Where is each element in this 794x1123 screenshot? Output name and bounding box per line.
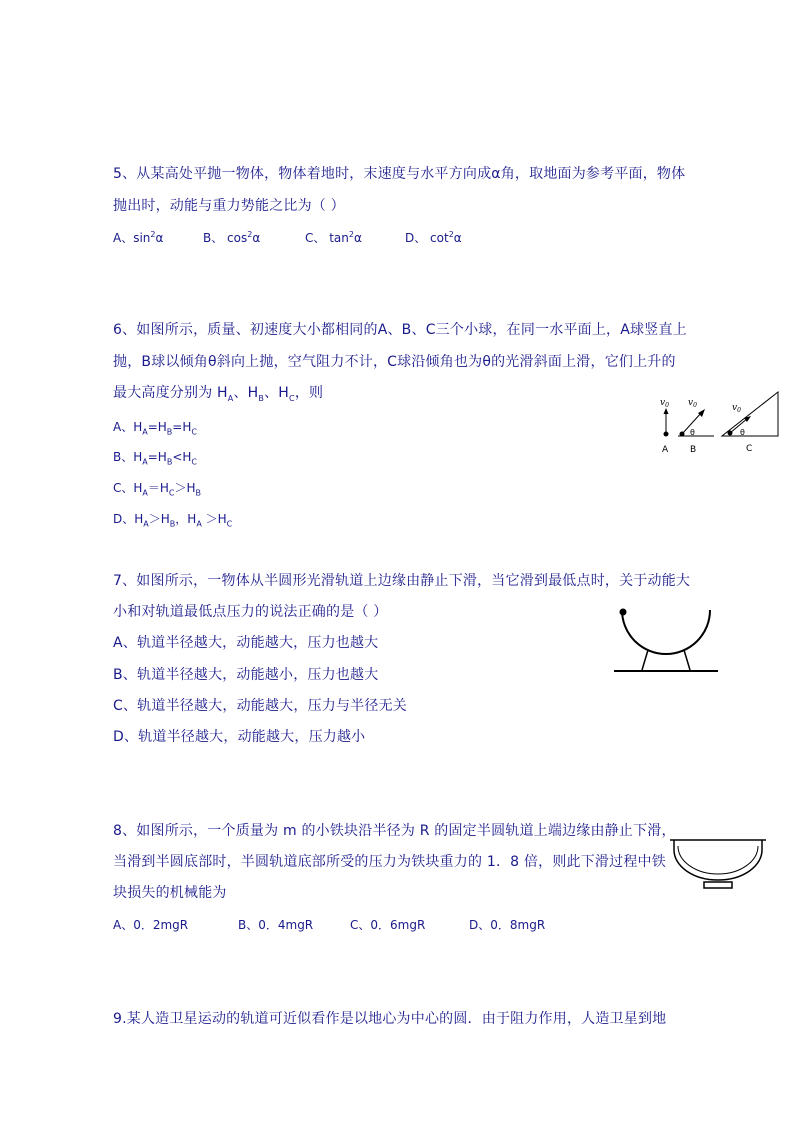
q6-v0-c: $v_0$ <box>732 403 741 414</box>
q6-incline-c <box>722 392 778 436</box>
q6-option-b: B、$H_A=H_B<H_C$ <box>113 450 197 467</box>
q8-option-d: D、0．8mgR <box>469 918 546 932</box>
q6-theta-c: θ <box>740 428 745 437</box>
q6-v0-a: $v_0$ <box>660 398 669 409</box>
q8-option-c: C、0．6mgR <box>350 918 426 932</box>
q7-line2: 小和对轨道最低点压力的说法正确的是（ ） <box>113 604 388 620</box>
q6-line1: 6、如图所示，质量、初速度大小都相同的A、B、C三个小球，在同一水平面上，A球竖直上 <box>113 322 687 338</box>
q6-option-c: C、$H_A=H_C>H_B$ <box>113 481 202 498</box>
q6-line3: 最大高度分别为 $H_A$、$H_B$、$H_C$，则 <box>113 385 324 403</box>
q7-semicircle-track <box>622 610 710 654</box>
q8-option-b: B、0．4mgR <box>238 918 314 932</box>
q5-line2: 抛出时，动能与重力势能之比为（ ） <box>113 198 345 214</box>
q6-ball-a <box>664 432 669 437</box>
q6-label-a: A <box>662 445 669 455</box>
q5-line1: 5、从某高处平抛一物体，物体着地时，末速度与水平方向成α角，取地面为参考平面，物体 <box>113 166 686 182</box>
q6-theta-b: θ <box>690 428 695 437</box>
q7-option-b: B、轨道半径越大，动能越小，压力也越大 <box>113 667 379 683</box>
q5-option-d: D、 $\cot^2\alpha$ <box>405 230 462 245</box>
q5-option-b: B、 $\cos^2\alpha$ <box>203 230 261 245</box>
q6-option-a: A、$H_A=H_B=H_C$ <box>113 420 197 437</box>
q6-line2: 抛，B球以倾角θ斜向上抛，空气阻力不计，C球沿倾角也为θ的光滑斜面上滑，它们上升的 <box>113 354 676 370</box>
q7-figure <box>612 604 720 678</box>
q8-bowl-inner <box>678 846 758 874</box>
q8-line2: 当滑到半圆底部时，半圆轨道底部所受的压力为铁块重力的 1．8 倍，则此下滑过程中铁 <box>113 854 666 870</box>
q8-option-a: A、0．2mgR <box>113 918 189 932</box>
q7-option-c: C、轨道半径越大，动能越大，压力与半径无关 <box>113 698 407 714</box>
q6-label-c: C <box>746 444 753 454</box>
q5-option-a: A、$\sin^2\alpha$ <box>113 230 164 245</box>
q5-option-c: C、 $\tan^2\alpha$ <box>305 230 362 245</box>
q6-figure <box>650 388 790 456</box>
q6-v0-b: $v_0$ <box>688 398 697 409</box>
q7-line1: 7、如图所示，一物体从半圆形光滑轨道上边缘由静止下滑，当它滑到最低点时，关于动能大 <box>113 573 691 589</box>
q7-object <box>620 609 627 616</box>
q6-label-b: B <box>690 445 697 455</box>
q6-option-d: D、$H_A>H_B$，$H_A >H_C$ <box>113 512 233 529</box>
q6-arrow-c <box>730 418 748 433</box>
q7-option-a: A、轨道半径越大，动能越大，压力也越大 <box>113 635 379 651</box>
q8-figure <box>668 836 768 892</box>
q8-line3: 块损失的机械能为 <box>113 885 227 901</box>
q8-line1: 8、如图所示，一个质量为 m 的小铁块沿半径为 R 的固定半圆轨道上端边缘由静止下滑， <box>113 823 676 839</box>
q9-line1: 9.某人造卫星运动的轨道可近似看作是以地心为中心的圆．由于阻力作用，人造卫星到地 <box>113 1011 667 1027</box>
q8-bowl-base <box>704 882 732 888</box>
q7-option-d: D、轨道半径越大，动能越大，压力越小 <box>113 729 366 745</box>
